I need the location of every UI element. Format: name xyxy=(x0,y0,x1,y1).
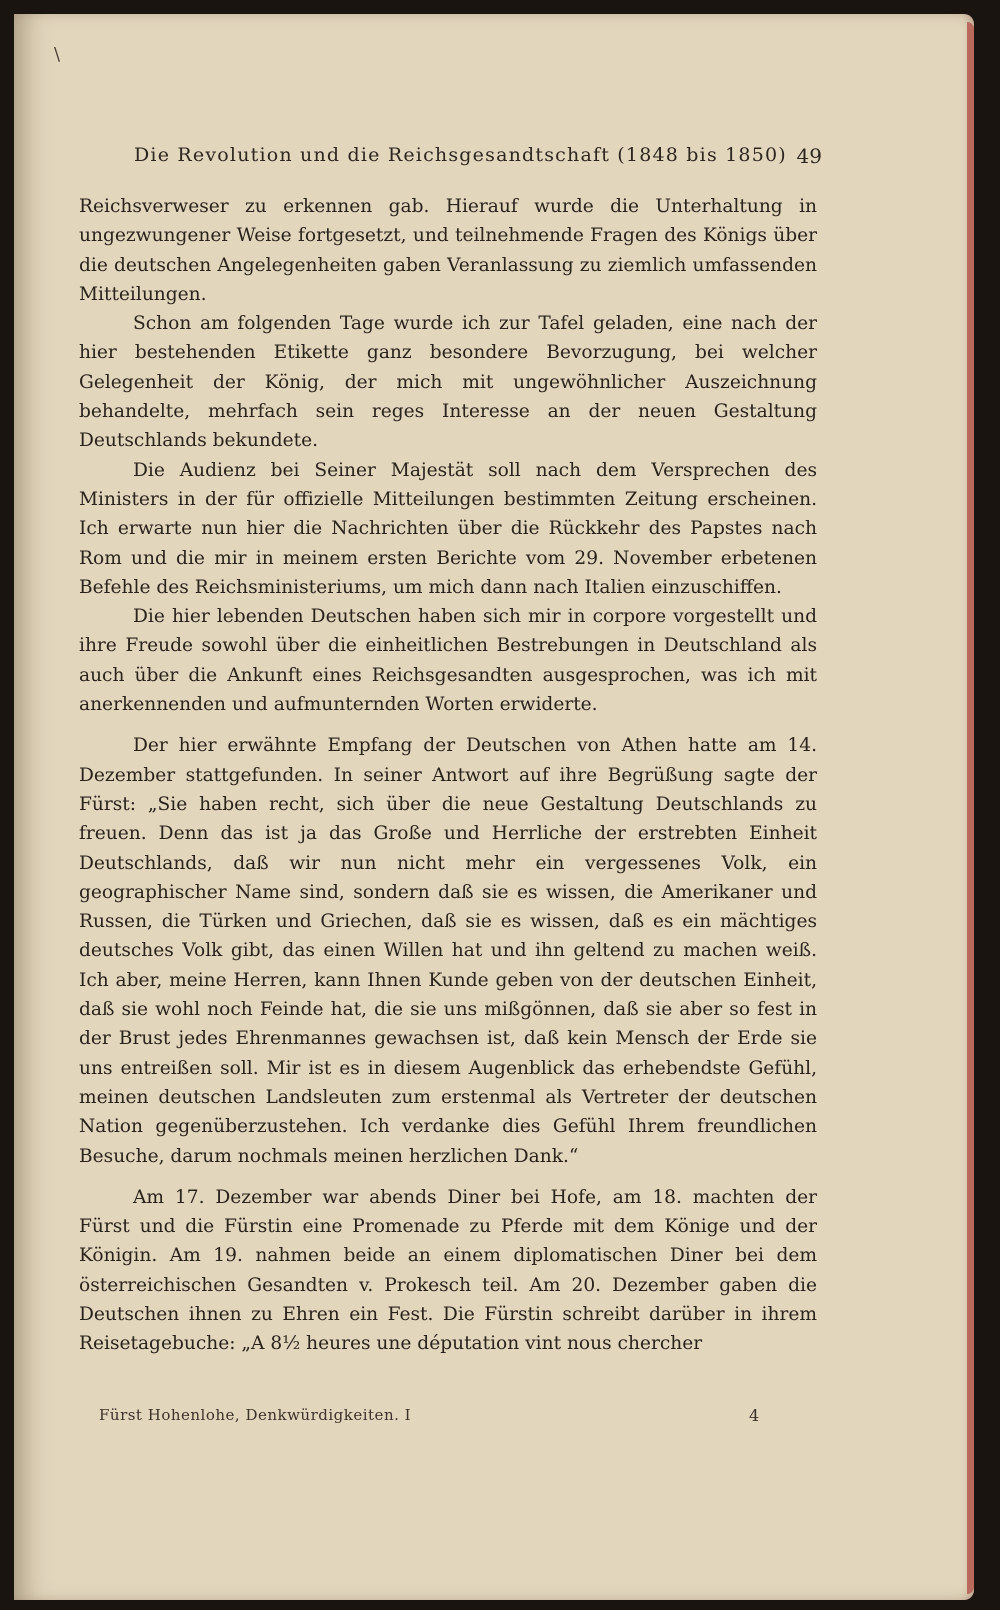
paragraph: Reichsverweser zu erkennen gab. Hierauf wurde die Unterhaltung in ungezwungener Weise fortgesetzt, und teilnehmende Fragen des Königs über die deutschen Angelegenheiten gaben Veranlassung zu ziemlich umfassenden Mitteilungen. xyxy=(79,196,817,305)
paragraph: Die hier lebenden Deutschen haben sich mir in corpore vorgestellt und ihre Freude sowohl über die einheitlichen Bestrebungen in Deutschland als auch über die Ankunft eines Reichsgesandten ausgesprochen, was ich mit anerkennenden und aufmunternden Worten erwiderte. xyxy=(79,606,817,716)
paragraph: Schon am folgenden Tage wurde ich zur Tafel geladen, eine nach der hier bestehenden Etikette ganz besondere Bevorzugung, bei welcher Gelegenheit der König, der mich mit ungewöhnlicher Auszeichnung behandelte, mehrfach sein reges Interesse an der neuen Gestaltung Deutschlands bekundete. xyxy=(79,313,817,452)
page-edge xyxy=(967,22,974,1594)
body-text xyxy=(79,192,817,1359)
footer-signature-line: Fürst Hohenlohe, Denkwürdigkeiten. I xyxy=(99,1406,412,1424)
paragraph: Der hier erwähnte Empfang der Deutschen von Athen hatte am 14. Dezember stattgefunden. In seiner Antwort auf ihre Begrüßung sagte der Fürst: „Sie haben recht, sich über die neue Gestaltung Deutschlands zu freuen. Denn das ist ja das Große und Herrliche der erstrebten Einheit Deutschlands, daß wir nun nicht mehr ein vergessenes Volk, ein geographischer Name sind, sondern daß sie es wissen, die Amerikaner und Russen, die Türken und Griechen, daß sie es wissen, daß es ein mächtiges deutsches Volk gibt, das einen Willen hat und ihn geltend zu machen weiß. Ich aber, meine Herren, kann Ihnen Kunde geben von der deutschen Einheit, daß sie wohl noch Feinde hat, die sie uns mißgönnen, daß sie aber so fest in der Brust jedes Ehrenmannes gewachsen ist, daß kein Mensch der Erde sie uns entreißen soll. Mir ist es in diesem Augenblick das erhebendste Gefühl, meinen deutschen Landsleuten zum erstenmal als Vertreter der deutschen Nation gegenüberzustehen. Ich verdanke dies Gefühl Ihrem freundlichen Besuche, darum nochmals meinen herzlichen Dank.“ xyxy=(79,735,817,1167)
corner-mark: \ xyxy=(54,44,61,65)
page-number: 49 xyxy=(796,144,822,168)
running-head: Die Revolution und die Reichsgesandtschaft (1848 bis 1850) xyxy=(134,144,787,166)
book-page xyxy=(14,14,974,1600)
paragraph: Am 17. Dezember war abends Diner bei Hofe, am 18. machten der Fürst und die Fürstin eine Promenade zu Pferde mit dem Könige und der Königin. Am 19. nahmen beide an einem diplomatischen Diner bei dem österreichischen Gesandten v. Prokesch teil. Am 20. Dezember gaben die Deutschen ihnen zu Ehren ein Fest. Die Fürstin schreibt darüber in ihrem Reisetagebuche: „A 8½ heures une députation vint nous chercher xyxy=(79,1186,817,1355)
signature-mark: 4 xyxy=(749,1406,760,1425)
paragraph: Die Audienz bei Seiner Majestät soll nach dem Versprechen des Ministers in der für offizielle Mitteilungen bestimmten Zeitung erscheinen. Ich erwarte nun hier die Nachrichten über die Rückkehr des Papstes nach Rom und die mir in meinem ersten Berichte vom 29. November erbetenen Befehle des Reichsministeriums, um mich dann nach Italien einzuschiffen. xyxy=(79,459,817,598)
